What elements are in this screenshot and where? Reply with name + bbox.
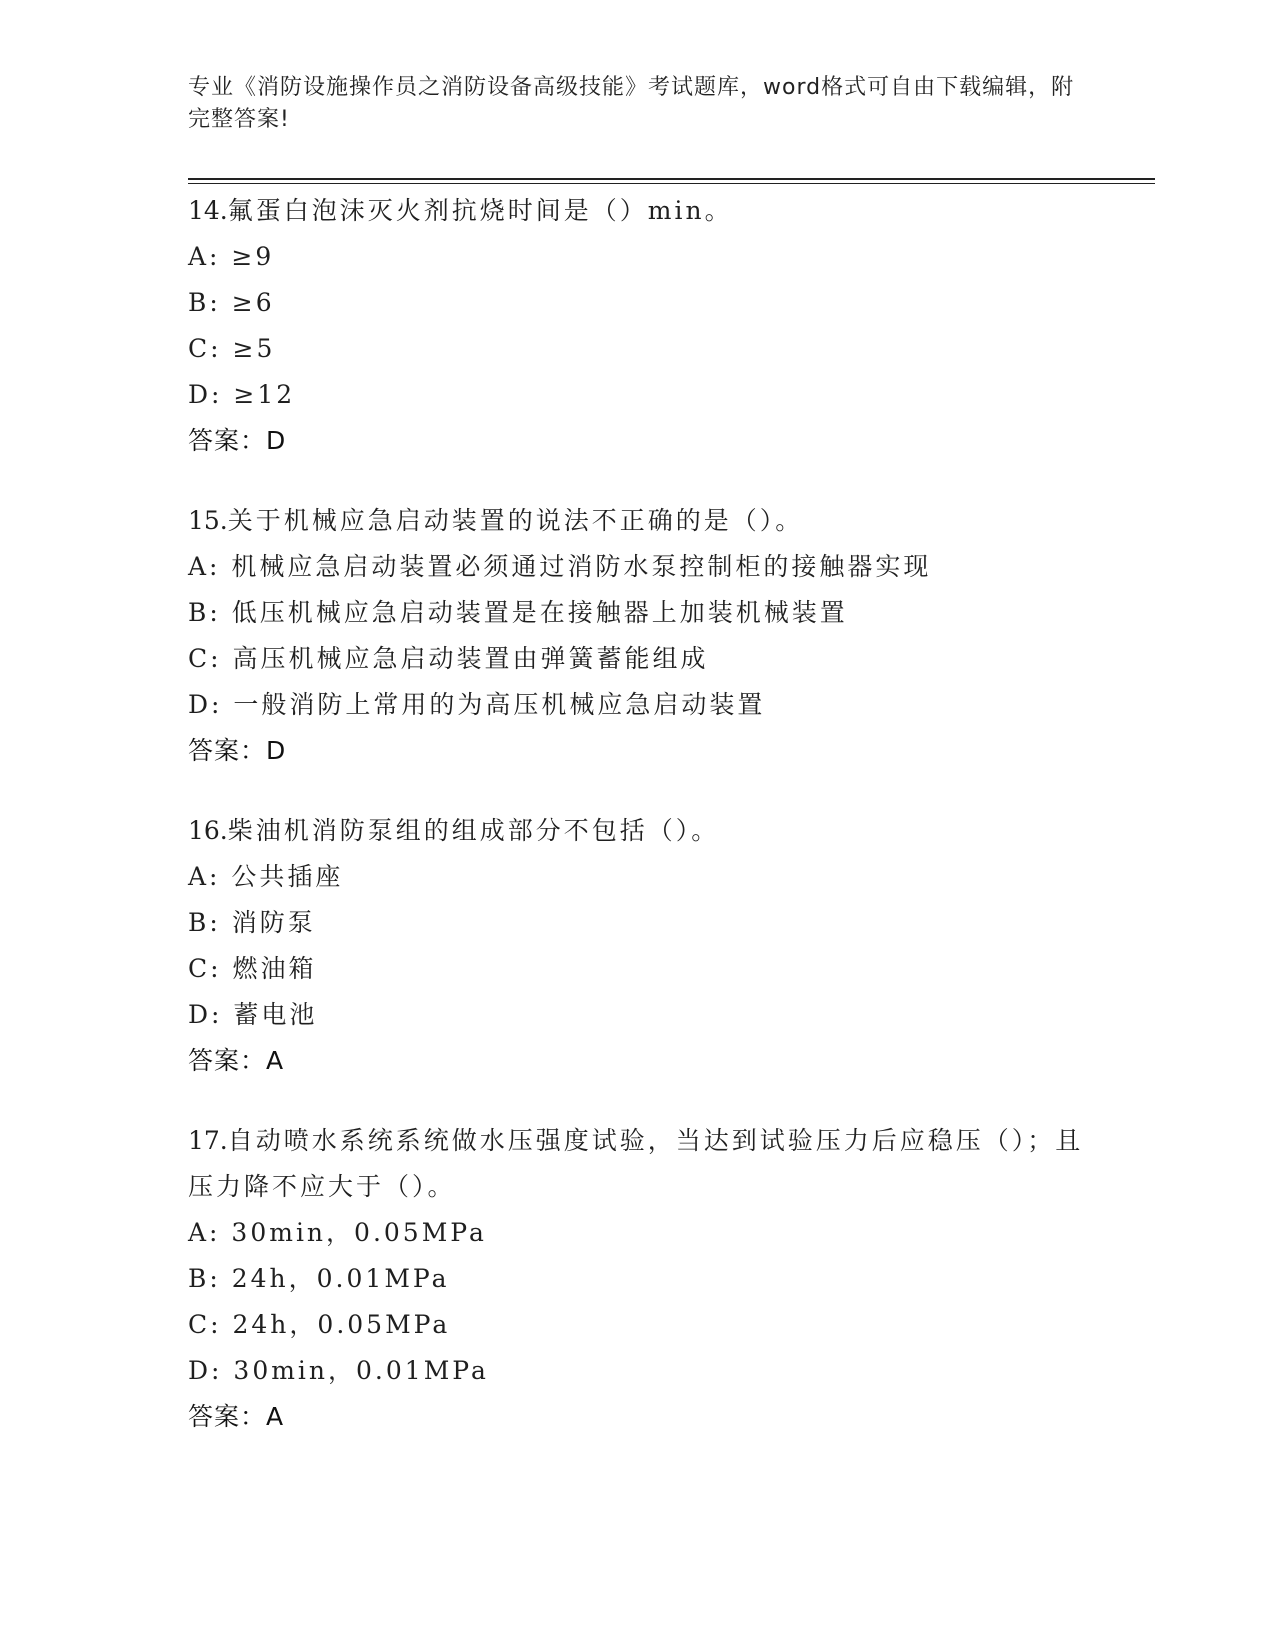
question-15 xyxy=(188,498,1088,774)
option-c: C: ≥5 xyxy=(188,334,276,363)
document-header: 专业《消防设施操作员之消防设备高级技能》考试题库，word格式可自由下载编辑，附完整答案! xyxy=(188,75,1075,132)
option-c: C: 24h，0.05MPa xyxy=(188,1310,451,1339)
answer: 答案：D xyxy=(188,736,287,765)
question-number: 16. xyxy=(188,816,228,845)
answer: 答案：A xyxy=(188,1046,285,1075)
question-stem xyxy=(188,808,1088,854)
option-a: A: 30min，0.05MPa xyxy=(188,1218,487,1247)
question-number: 14. xyxy=(188,196,228,225)
header-rule-thin xyxy=(188,183,1155,184)
question-stem xyxy=(188,498,1088,544)
option-b: B: 低压机械应急启动装置是在接触器上加装机械装置 xyxy=(188,598,848,627)
question-number: 15. xyxy=(188,506,228,535)
question-14 xyxy=(188,188,1088,464)
option-d: D: 一般消防上常用的为高压机械应急启动装置 xyxy=(188,690,766,719)
question-stem xyxy=(188,188,1088,234)
question-text: 自动喷水系统系统做水压强度试验，当达到试验压力后应稳压（）；且压力降不应大于（）。 xyxy=(188,1126,1084,1201)
header-rule-thick xyxy=(188,178,1155,180)
question-text: 氟蛋白泡沫灭火剂抗烧时间是（）min。 xyxy=(227,196,733,225)
option-d: D: 蓄电池 xyxy=(188,1000,318,1029)
option-c: C: 燃油箱 xyxy=(188,954,317,983)
question-number: 17. xyxy=(188,1126,228,1155)
option-d: D: 30min，0.01MPa xyxy=(188,1356,489,1385)
question-list xyxy=(188,188,1088,1474)
question-stem xyxy=(188,1118,1088,1210)
option-b: B: 消防泵 xyxy=(188,908,316,937)
question-text: 关于机械应急启动装置的说法不正确的是（）。 xyxy=(227,506,804,535)
answer: 答案：D xyxy=(188,426,287,455)
option-b: B: ≥6 xyxy=(188,288,275,317)
question-text: 柴油机消防泵组的组成部分不包括（）。 xyxy=(227,816,720,845)
question-17 xyxy=(188,1118,1088,1440)
option-a: A: 机械应急启动装置必须通过消防水泵控制柜的接触器实现 xyxy=(188,552,932,581)
option-a: A: ≥9 xyxy=(188,242,275,271)
option-a: A: 公共插座 xyxy=(188,862,344,891)
question-16 xyxy=(188,808,1088,1084)
answer: 答案：A xyxy=(188,1402,285,1431)
option-b: B: 24h，0.01MPa xyxy=(188,1264,450,1293)
option-d: D: ≥12 xyxy=(188,380,296,409)
option-c: C: 高压机械应急启动装置由弹簧蓄能组成 xyxy=(188,644,709,673)
